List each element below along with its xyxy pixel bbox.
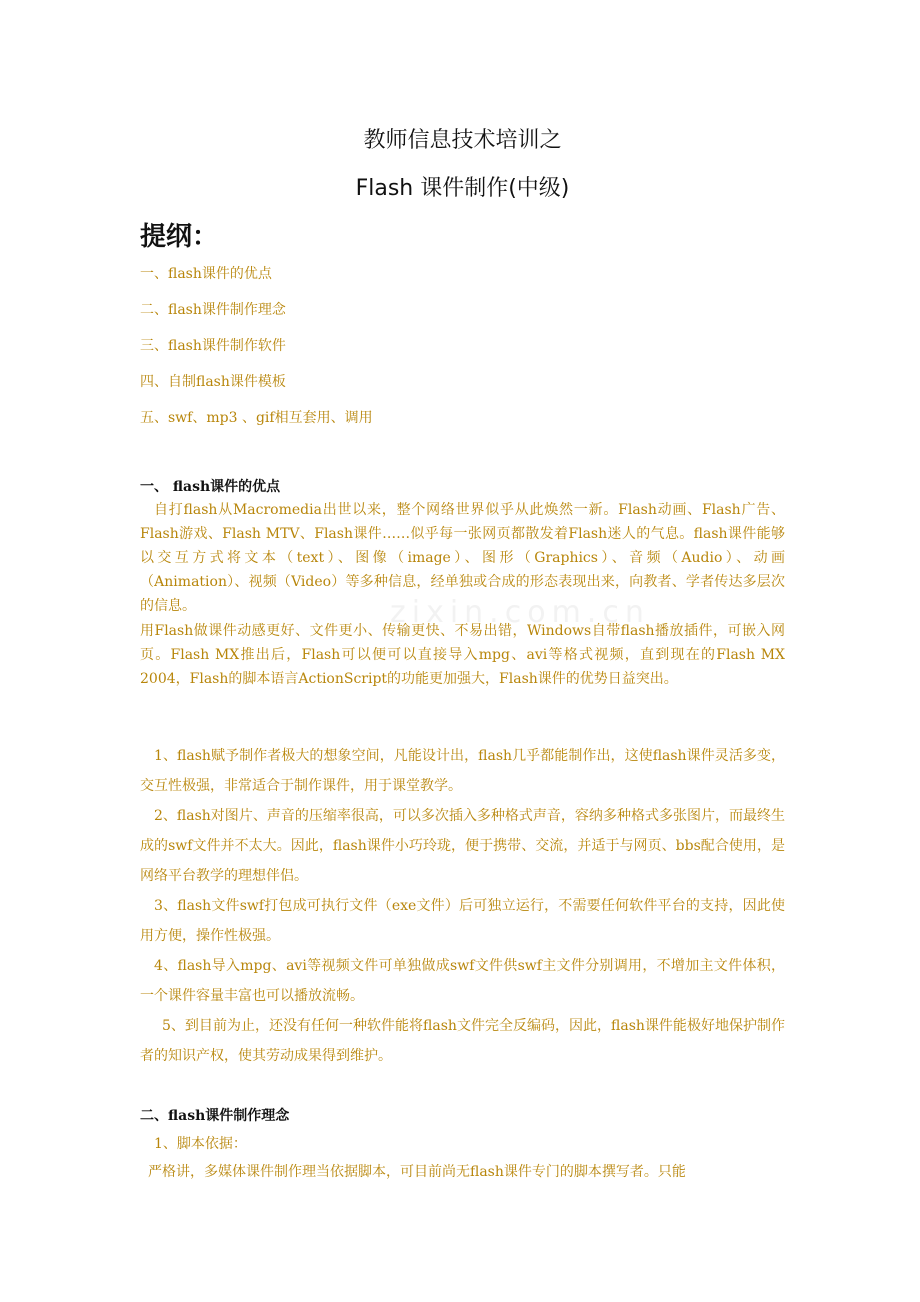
- section1-points: [140, 741, 785, 1071]
- outline-item: 一、flash课件的优点: [140, 266, 272, 282]
- list-item: 5、到目前为止，还没有任何一种软件能将flash文件完全反编码，因此，flash课件能极好地保护制作者的知识产权，使其劳动成果得到维护。: [140, 1018, 785, 1064]
- outline-item: 四、自制flash课件模板: [140, 374, 286, 390]
- document-subtitle: Flash 课件制作(中级): [355, 176, 570, 201]
- list-item: 2、flash对图片、声音的压缩率很高，可以多次插入多种格式声音，容纳多种格式多张图片，而最终生成的swf文件并不太大。因此，flash课件小巧玲珑，便于携带、交流，并适于与网页、bbs配合使用，是网络平台教学的理想伴侣。: [140, 808, 785, 884]
- watermark: zixin.com.cn: [390, 595, 650, 630]
- outline-item: 五、swf、mp3 、gif相互套用、调用: [140, 410, 373, 426]
- section2-heading: 二、flash课件制作理念: [140, 1108, 290, 1124]
- section2-subheading: 1、脚本依据：: [154, 1136, 247, 1152]
- section1-paragraph: 用Flash做课件动感更好、文件更小、传输更快、不易出错，Windows自带flash播放插件，可嵌入网页。Flash MX推出后，Flash可以便可以直接导入mpg、avi等格式视频，直到现在的Flash MX 2004，Flash的脚本语言ActionScript的功能更加强大，Flash课件的优势日益突出。: [140, 623, 785, 687]
- outline-item: 二、flash课件制作理念: [140, 302, 286, 318]
- list-item: 1、flash赋予制作者极大的想象空间，凡能设计出，flash几乎都能制作出，这使flash课件灵活多变，交互性极强，非常适合于制作课件，用于课堂教学。: [140, 748, 785, 794]
- document-title: 教师信息技术培训之: [363, 128, 562, 153]
- section1-paragraph: 自打flash从Macromedia出世以来，整个网络世界似乎从此焕然一新。Flash动画、Flash广告、Flash游戏、Flash MTV、Flash课件……似乎每一张网页都散发着Flash迷人的气息。flash课件能够以交互方式将文本（text）、图像（image）、图形（Graphics）、音频（Audio）、动画（Animation）、视频（Video）等多种信息，经单独或合成的形态表现出来，向教者、学者传达多层次的信息。: [140, 502, 785, 614]
- outline-item: 三、flash课件制作软件: [140, 338, 286, 354]
- section1-heading: 一、 flash课件的优点: [140, 479, 281, 495]
- list-item: 4、flash导入mpg、avi等视频文件可单独做成swf文件供swf主文件分别调用，不增加主文件体积，一个课件容量丰富也可以播放流畅。: [140, 958, 785, 1004]
- section2-paragraph: 严格讲，多媒体课件制作理当依据脚本，可目前尚无flash课件专门的脚本撰写者。只能: [148, 1164, 686, 1180]
- outline-list: [140, 264, 373, 444]
- outline-heading: 提纲：: [140, 222, 219, 252]
- list-item: 3、flash文件swf打包成可执行文件（exe文件）后可独立运行，不需要任何软件平台的支持，因此使用方便，操作性极强。: [140, 898, 785, 944]
